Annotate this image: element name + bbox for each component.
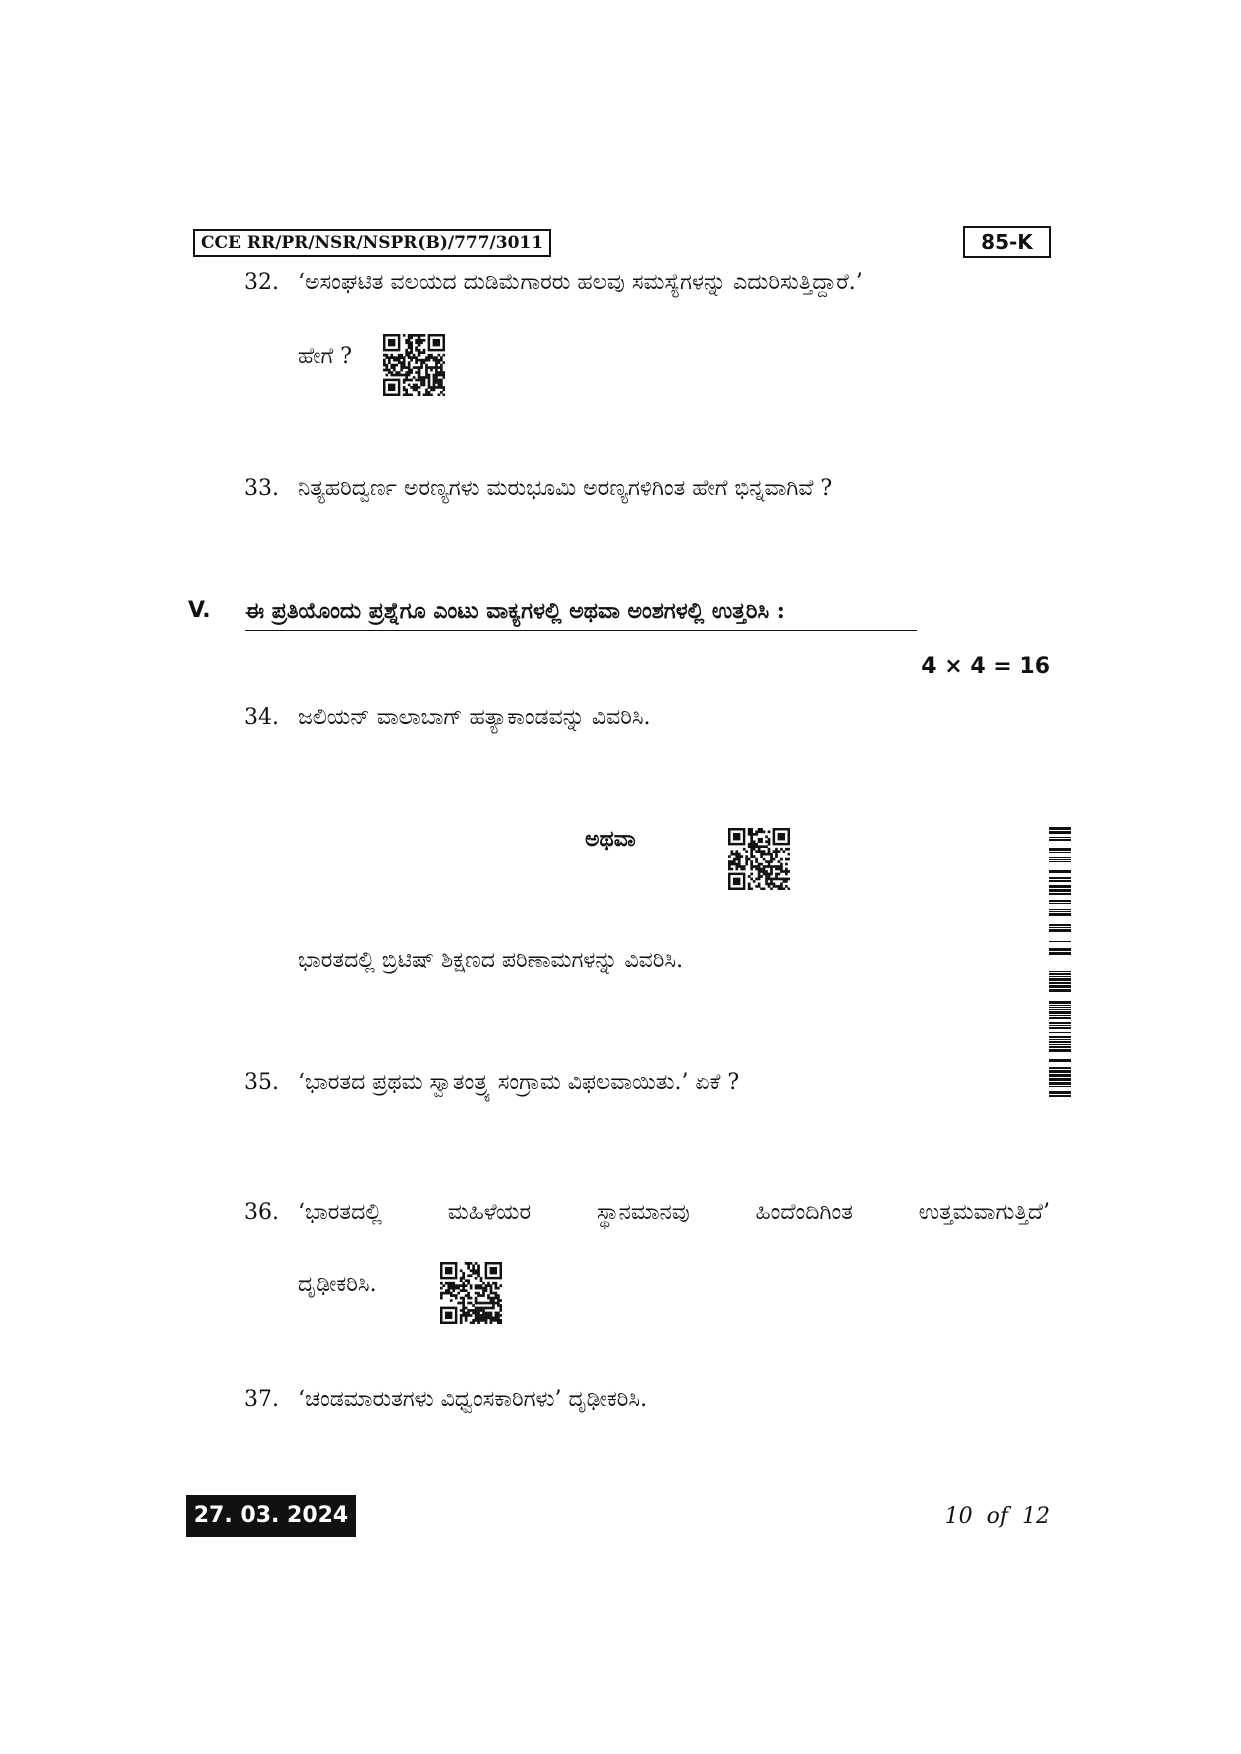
q37-number: 37. [244, 1387, 279, 1412]
q32-number: 32. [244, 270, 279, 295]
section-instruction: ಈ ಪ್ರತಿಯೊಂದು ಪ್ರಶ್ನೆಗೂ ಎಂಟು ವಾಕ್ಯಗಳಲ್ಲಿ ಅಥವಾ ಅಂಶಗಳಲ್ಲಿ ಉತ್ತರಿಸಿ : [245, 596, 917, 631]
q36-word: ಸ್ಥಾನಮಾನವು [596, 1200, 690, 1225]
q35-text: ‘ಭಾರತದ ಪ್ರಥಮ ಸ್ವಾತಂತ್ರ್ಯ ಸಂಗ್ರಾಮ ವಿಫಲವಾಯಿತು.’ ಏಕೆ ? [298, 1070, 740, 1095]
q35-number: 35. [244, 1070, 279, 1095]
qr-code-icon [440, 1262, 502, 1324]
qr-code-icon [383, 334, 445, 396]
q37-text: ‘ಚಂಡಮಾರುತಗಳು ವಿಧ್ವಂಸಕಾರಿಗಳು’ ದೃಢೀಕರಿಸಿ. [298, 1387, 648, 1412]
paper-id-badge: 85-K [963, 226, 1051, 258]
q36-word: ಮಹಿಳೆಯರ [447, 1200, 532, 1225]
section-marks: 4 × 4 = 16 [921, 654, 1050, 679]
q36-word: ಉತ್ತಮವಾಗುತ್ತಿದೆ’ [918, 1200, 1050, 1225]
q34-number: 34. [244, 705, 279, 730]
exam-date: 27. 03. 2024 [186, 1495, 356, 1537]
q36-text [298, 1198, 1050, 1228]
q36-text-cont: ದೃಢೀಕರಿಸಿ. [298, 1272, 377, 1297]
or-label: ಅಥವಾ [585, 826, 636, 852]
paper-code: CCE RR/PR/NSR/NSPR(B)/777/3011 [193, 229, 551, 257]
barcode-icon [1049, 827, 1071, 1103]
section-number: V. [188, 598, 211, 623]
q36-word: ಹಿಂದೆಂದಿಗಿಂತ [755, 1200, 853, 1225]
q36-word: ‘ಭಾರತದಲ್ಲಿ [298, 1200, 382, 1225]
page-number: 10 of 12 [944, 1504, 1050, 1529]
q33-number: 33. [244, 476, 279, 501]
q34-text: ಜಲಿಯನ್ ವಾಲಾಬಾಗ್ ಹತ್ಯಾಕಾಂಡವನ್ನು ವಿವರಿಸಿ. [298, 705, 651, 730]
q32-text: ‘ಅಸಂಘಟಿತ ವಲಯದ ದುಡಿಮೆಗಾರರು ಹಲವು ಸಮಸ್ಯೆಗಳನ್ನು ಎದುರಿಸುತ್ತಿದ್ದಾರೆ.’ [298, 270, 863, 295]
qr-code-icon [728, 828, 790, 890]
q33-text: ನಿತ್ಯಹರಿದ್ವರ್ಣ ಅರಣ್ಯಗಳು ಮರುಭೂಮಿ ಅರಣ್ಯಗಳಿಗಿಂತ ಹೇಗೆ ಭಿನ್ನವಾಗಿವೆ ? [298, 476, 833, 501]
q34-alt-text: ಭಾರತದಲ್ಲಿ ಬ್ರಿಟಿಷ್ ಶಿಕ್ಷಣದ ಪರಿಣಾಮಗಳನ್ನು ವಿವರಿಸಿ. [298, 948, 684, 973]
q32-text-cont: ಹೇಗೆ ? [298, 344, 353, 369]
q36-number: 36. [244, 1200, 279, 1225]
